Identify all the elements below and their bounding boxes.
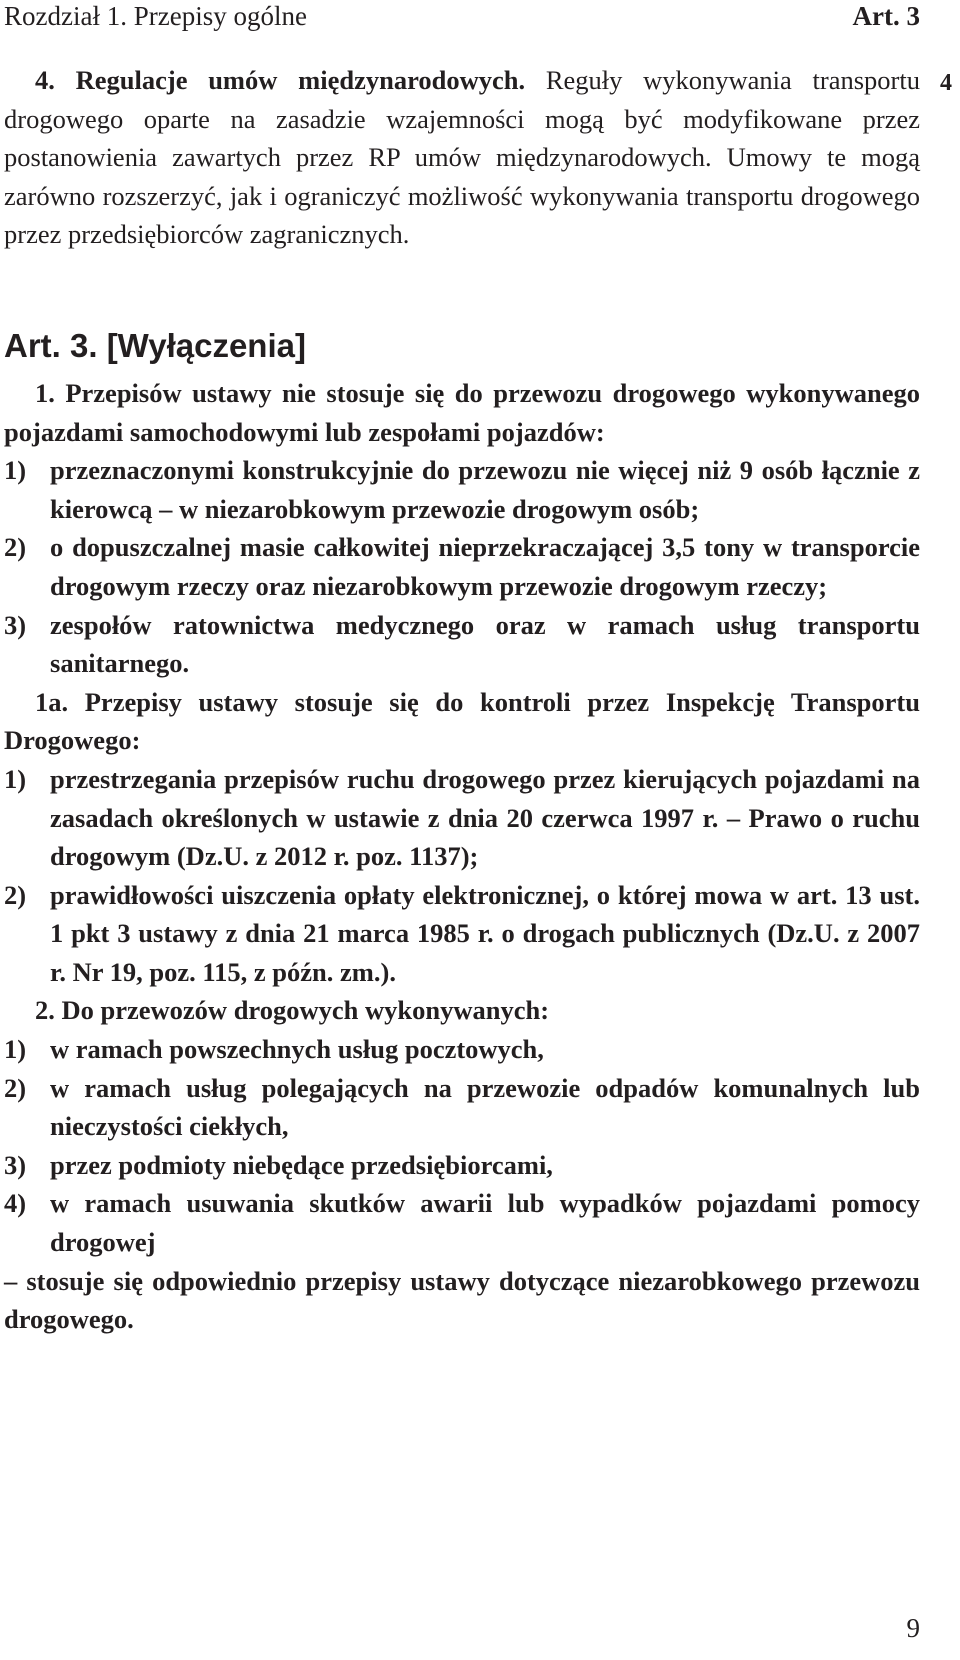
- list-item: [4, 451, 920, 528]
- article-3-body: [4, 374, 920, 1339]
- list-item-number: 1): [4, 455, 27, 486]
- list-item-text: w ramach usuwania skutków awarii lub wypadków pojazdami pomocy drogowej: [50, 1188, 920, 1258]
- section-1-list: [4, 451, 920, 683]
- list-item: [4, 1146, 920, 1185]
- list-item-number: 2): [4, 532, 27, 563]
- section-1a-list: [4, 760, 920, 992]
- list-item: [4, 1069, 920, 1146]
- section-1-intro: 1. Przepisów ustawy nie stosuje się do przewozu drogowego wykonywanego pojazdami samochodowymi lub zespołami pojazdów:: [4, 377, 920, 447]
- list-item-number: 2): [4, 879, 27, 910]
- article-3-title: Art. 3. [Wyłączenia]: [4, 326, 306, 364]
- margin-number: 4: [940, 70, 952, 96]
- section-2-closing: – stosuje się odpowiednio przepisy ustawy dotyczące niezarobkowego przewozu drogowego.: [4, 1265, 920, 1335]
- list-item-text: w ramach usług polegających na przewozie odpadów komunalnych lub nieczystości ciekłych,: [50, 1072, 920, 1142]
- list-item: [4, 876, 920, 992]
- paragraph-4-label: 4. Regulacje umów międzynarodowych.: [35, 65, 526, 95]
- list-item: [4, 1030, 920, 1069]
- list-item-text: przeznaczonymi konstrukcyjnie do przewozu nie więcej niż 9 osób łącznie z kierowcą – w niezarobkowym przewozie drogowym osób;: [50, 455, 920, 524]
- list-item-number: 3): [4, 609, 27, 640]
- list-item-text: przestrzegania przepisów ruchu drogowego przez kierujących pojazdami na zasadach określonych w ustawie z dnia 20 czerwca 1997 r. – Prawo o ruchu drogowym (Dz.U. z 2012 r. poz. 1137);: [50, 763, 920, 872]
- list-item-text: przez podmioty niebędące przedsiębiorcami,: [50, 1149, 553, 1180]
- list-item-number: 1): [4, 763, 27, 794]
- list-item-number: 4): [4, 1188, 27, 1219]
- list-item: [4, 606, 920, 683]
- list-item: [4, 1184, 920, 1261]
- list-item: [4, 760, 920, 876]
- list-item-number: 1): [4, 1034, 27, 1065]
- running-header: [4, 0, 920, 32]
- paragraph-4: [4, 61, 920, 254]
- section-2-list: [4, 1030, 920, 1262]
- section-2-intro: 2. Do przewozów drogowych wykonywanych:: [35, 995, 550, 1026]
- chapter-title: Rozdział 1. Przepisy ogólne: [4, 1, 307, 31]
- list-item-text: prawidłowości uiszczenia opłaty elektronicznej, o której mowa w art. 13 ust. 1 pkt 3 ustawy z dnia 21 marca 1985 r. o drogach publicznych (Dz.U. z 2007 r. Nr 19, poz. 115, z późn. zm.).: [50, 879, 920, 987]
- list-item: [4, 528, 920, 605]
- list-item-text: w ramach powszechnych usług pocztowych,: [50, 1034, 544, 1065]
- list-item-text: o dopuszczalnej masie całkowitej nieprzekraczającej 3,5 tony w transporcie drogowym rzeczy oraz niezarobkowym przewozie drogowym rzeczy;: [50, 532, 920, 601]
- section-1a-intro: 1a. Przepisy ustawy stosuje się do kontroli przez Inspekcję Transportu Drogowego:: [4, 686, 920, 756]
- list-item-text: zespołów ratownictwa medycznego oraz w ramach usług transportu sanitarnego.: [50, 609, 920, 679]
- list-item-number: 2): [4, 1072, 27, 1103]
- paragraph-4-text: Reguły wykonywania transportu drogowego oparte na zasadzie wzajemności mogą być modyfikowane przez postanowienia zawartych przez RP umów międzynarodowych. Umowy te mogą zarówno rozszerzyć, jak i ograniczyć możliwość wykonywania transportu drogowego przez przedsiębiorców zagranicznych.: [4, 65, 920, 250]
- page-number: 9: [906, 1613, 920, 1643]
- list-item-number: 3): [4, 1149, 27, 1180]
- page-content: [4, 61, 920, 1339]
- article-reference: Art. 3: [852, 1, 920, 31]
